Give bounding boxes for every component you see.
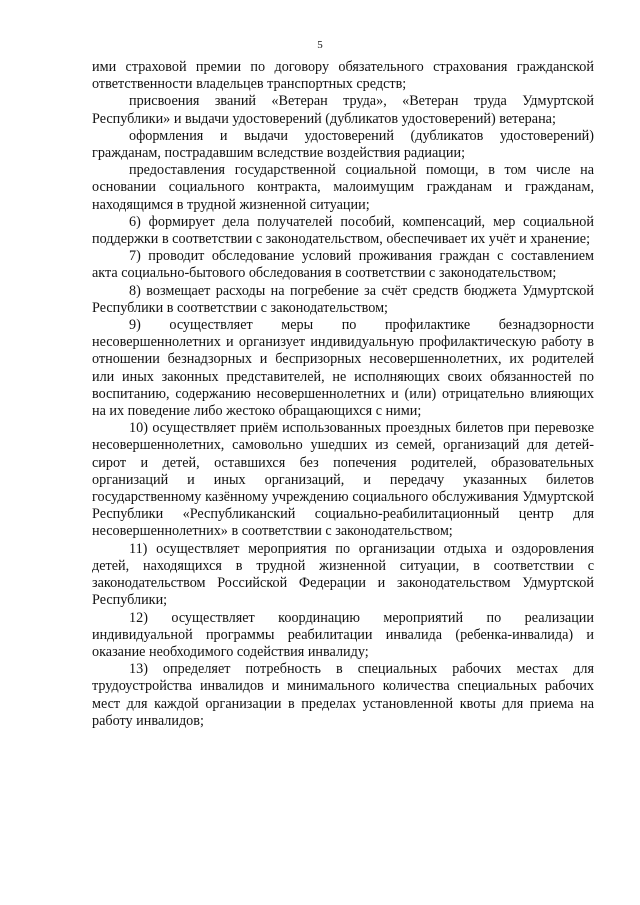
paragraph-item-9: 9) осуществляет меры по профилактике безнадзорности несовершеннолетних и организует индивидуальную профилактическую работу в отношении безнадзорных и беспризорных несовершеннолетних, их родителей или иных законных представителей, не исполняющих своих обязанностей по воспитанию, содержанию несовершеннолетних и (или) отрицательно влияющих на их поведение либо жестоко обращающихся с ними;	[92, 317, 594, 420]
paragraph-item-11: 11) осуществляет мероприятия по организации отдыха и оздоровления детей, находящихся в трудной жизненной ситуации, в соответствии с законодательством Российской Федерации и законодательством Удмуртской Республики;	[92, 540, 594, 609]
paragraph-insurance-continuation: ими страховой премии по договору обязательного страхования гражданской ответственности владельцев транспортных средств;	[92, 59, 594, 93]
document-body	[92, 59, 594, 730]
paragraph-item-6: 6) формирует дела получателей пособий, компенсаций, мер социальной поддержки в соответствии с законодательством, обеспечивает их учёт и хранение;	[92, 213, 594, 248]
paragraph-veteran-titles: присвоения званий «Ветеран труда», «Ветеран труда Удмуртской Республики» и выдачи удостоверений (дубликатов удостоверений) ветерана;	[92, 93, 594, 127]
paragraph-item-10: 10) осуществляет приём использованных проездных билетов при перевозке несовершеннолетних, самовольно ушедших из семей, организаций для детей-сирот и детей, оставшихся без попечения родителей, образовательных организаций и иных организаций, и передачу указанных билетов государственному казённому учреждению социального обслуживания Удмуртской Республики «Республиканский социально-реабилитационный центр для несовершеннолетних» в соответствии с законодательством;	[92, 420, 594, 540]
paragraph-item-12: 12) осуществляет координацию мероприятий по реализации индивидуальной программы реабилитации инвалида (ребенка-инвалида) и оказание необходимого содействия инвалиду;	[92, 609, 594, 660]
paragraph-state-social-assistance: предоставления государственной социальной помощи, в том числе на основании социального контракта, малоимущим гражданам и гражданам, находящимся в трудной жизненной ситуации;	[92, 162, 594, 213]
paragraph-item-7: 7) проводит обследование условий проживания граждан с составлением акта социально-бытового обследования в соответствии с законодательством;	[92, 248, 594, 282]
paragraph-radiation-certificates: оформления и выдачи удостоверений (дубликатов удостоверений) гражданам, пострадавшим вследствие воздействия радиации;	[92, 127, 594, 162]
paragraph-item-13: 13) определяет потребность в специальных рабочих местах для трудоустройства инвалидов и минимального количества специальных рабочих мест для каждой организации в пределах установленной квоты для приема на работу инвалидов;	[92, 661, 594, 729]
paragraph-item-8: 8) возмещает расходы на погребение за счёт средств бюджета Удмуртской Республики в соответствии с законодательством;	[92, 282, 594, 316]
page-number: 5	[317, 39, 323, 51]
